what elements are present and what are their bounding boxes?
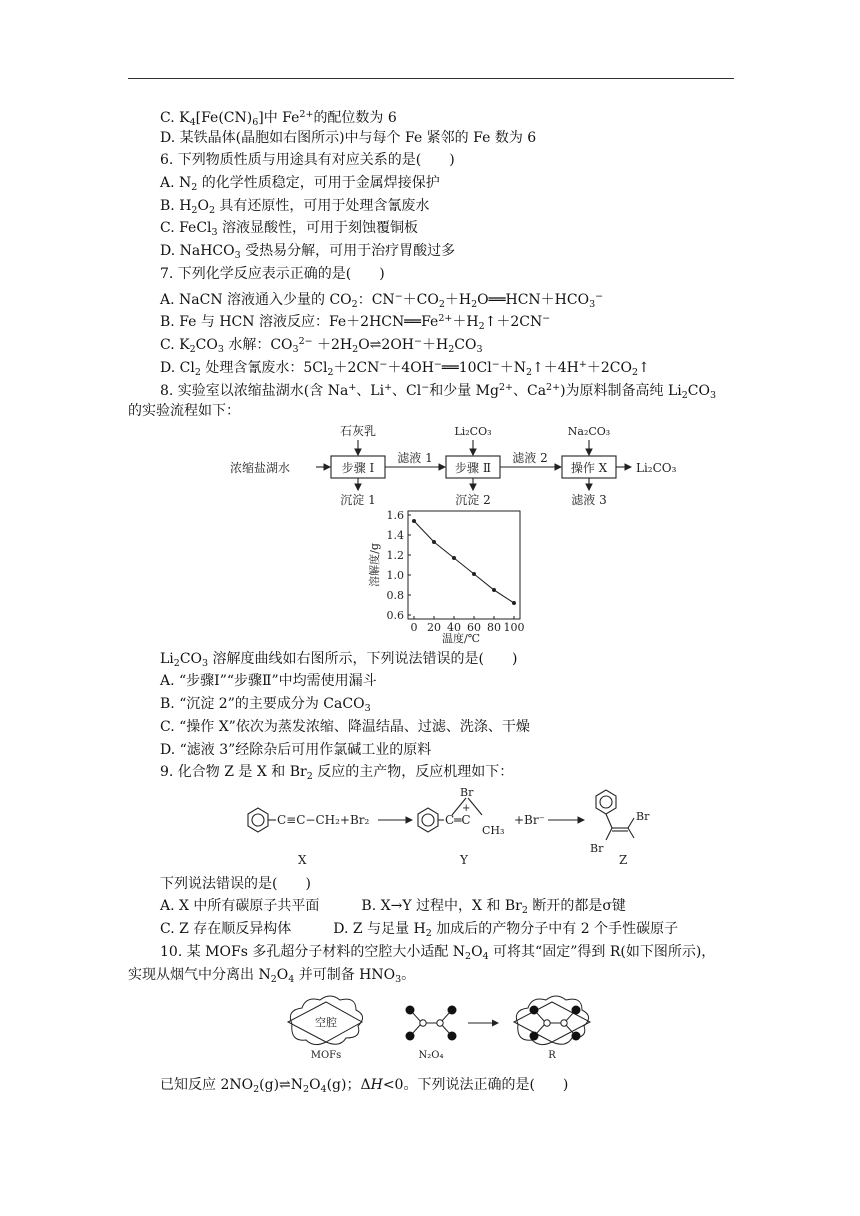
data-point (472, 572, 476, 576)
option-5d: D. 某铁晶体(晶胞如右图所示)中与每个 Fe 紧邻的 Fe 数为 6 (160, 130, 537, 146)
option-7c: C. $K_2CO_3$ 水解：$CO_3^{2-}$ $+2H_2O\rightleftharpoons 2OH^-+H_2CO_3$ (160, 336, 483, 355)
y-bromine: Br (460, 786, 474, 799)
mof-diagram (280, 990, 620, 1062)
x-structure: C≡C−CH₂+Br₂ (277, 813, 370, 827)
n-atom (561, 1020, 567, 1026)
o-atom (448, 1006, 457, 1015)
header-rule (128, 78, 734, 79)
o-atom (530, 1006, 539, 1015)
y-tick-label: 1.2 (386, 549, 404, 562)
x-tick-label: 60 (467, 621, 481, 634)
flow-ppt1: 沉淀 1 (340, 493, 376, 507)
y-plus-charge: + (462, 803, 471, 814)
flow-step1: 步骤 Ⅰ (341, 461, 375, 475)
o-atom (448, 1032, 457, 1041)
question-6: 6. 下列物质性质与用途具有对应关系的是( ) (160, 152, 455, 168)
flow-filtrate3: 滤液 3 (571, 493, 607, 507)
z-bromine-1: Br (636, 810, 650, 823)
data-point (492, 588, 496, 592)
y-ring-bond: C═C (445, 813, 471, 827)
option-8d: D. “滤液 3”经除杂后可用作氯碱工业的原料 (160, 742, 432, 758)
question-9-stem: 下列说法错误的是( ) (160, 876, 311, 892)
question-8: 8. 实验室以浓缩盐湖水(含 Na+、Li+、Cl−和少量 $Mg^{2+}$、$Ca^{2+}$)为原料制备高纯 $Li_2CO_3$ (160, 382, 717, 401)
x-tick-label: 100 (503, 621, 525, 634)
question-7: 7. 下列化学反应表示正确的是( ) (160, 266, 385, 282)
flow-start: 浓缩盐湖水 (230, 461, 291, 475)
z-benzene-ring (596, 790, 616, 814)
label-z: Z (619, 853, 628, 867)
option-7a: A. NaCN 溶液通入少量的 $CO_2$：$CN^-+CO_2+H_2O══HCN+HCO_3^-$ (160, 291, 604, 310)
question-10-cont: 实现从烟气中分离出 $N_2O_4$ 并可制备 $HNO_3$。 (128, 967, 416, 985)
question-8-cont: 的实验流程如下： (128, 403, 240, 419)
flow-reagent3: Na₂CO₃ (567, 425, 611, 438)
option-7d: D. $Cl_2$ 处理含氰废水：$5Cl_2+2CN^-+4OH^-══10Cl^-+N_2↑+4H^++2CO_2↑$ (160, 359, 650, 378)
n-atom (544, 1020, 550, 1026)
bromide-ion: +Br⁻ (514, 813, 545, 827)
question-8-stem: $Li_2CO_3$ 溶解度曲线如右图所示，下列说法错误的是( ) (160, 651, 518, 669)
option-6b: B. $H_2O_2$ 具有还原性，可用于处理含氰废水 (160, 198, 430, 216)
n-atom (420, 1020, 426, 1026)
data-point (432, 540, 436, 544)
flow-product: Li₂CO₃ (636, 461, 677, 475)
option-8c: C. “操作 X”依次为蒸发浓缩、降温结晶、过滤、洗涤、干燥 (160, 719, 530, 735)
y-tick-label: 0.6 (386, 609, 404, 622)
data-point (512, 601, 516, 605)
o-atom (572, 1006, 581, 1015)
option-6d: D. NaHCO$_3$ 受热易分解，可用于治疗胃酸过多 (160, 243, 456, 261)
option-8a: A. “步骤Ⅰ”“步骤Ⅱ”中均需使用漏斗 (160, 673, 377, 689)
z-bromine-2: Br (590, 842, 604, 855)
label-r: R (548, 1050, 556, 1061)
option-7b: B. Fe 与 HCN 溶液反应：$Fe+2HCN══Fe^{2+}+H_2↑+2CN^-$ (160, 313, 551, 332)
n-atom (437, 1020, 443, 1026)
label-x: X (298, 853, 307, 867)
flow-reagent2: Li₂CO₃ (454, 425, 492, 438)
flow-filtrate2: 滤液 2 (512, 451, 548, 465)
o-atom (572, 1032, 581, 1041)
flow-ppt2: 沉淀 2 (455, 493, 491, 507)
x-tick-label: 20 (427, 621, 441, 634)
mechanism-diagram (230, 784, 670, 870)
x-tick-label: 40 (447, 621, 461, 634)
plot-frame (408, 511, 520, 619)
label-mofs: MOFs (310, 1050, 342, 1061)
option-8b: B. “沉淀 2”的主要成分为 CaCO$_3$ (160, 696, 371, 714)
option-6c: C. FeCl$_3$ 溶液显酸性，可用于刻蚀覆铜板 (160, 220, 419, 238)
question-9: 9. 化合物 Z 是 X 和 $Br_2$ 反应的主产物，反应机理如下： (160, 764, 514, 782)
o-atom (406, 1032, 415, 1041)
y-methyl: CH₃ (482, 824, 505, 837)
data-point (452, 556, 456, 560)
x-tick-label: 0 (410, 621, 418, 634)
question-10: 10. 某 MOFs 多孔超分子材料的空腔大小适配 $N_2O_4$ 可将其“固定”得到 R(如下图所示)， (160, 944, 716, 962)
label-n2o4: N₂O₄ (418, 1050, 444, 1061)
option-6a: A. $N_2$ 的化学性质稳定，可用于金属焊接保护 (160, 175, 440, 193)
solubility-chart (360, 505, 526, 645)
x-benzene-ring (248, 808, 268, 832)
y-axis-label: 溶解度/g (368, 543, 381, 587)
y-tick-label: 0.8 (386, 589, 404, 602)
y-benzene-ring (418, 808, 438, 832)
o-atom (406, 1006, 415, 1015)
label-y: Y (460, 853, 468, 867)
flow-reagent1: 石灰乳 (339, 424, 377, 438)
option-9ab: A. X 中所有碳原子共平面 B. X→Y 过程中，X 和 $Br_2$ 断开的都是σ键 (160, 898, 626, 916)
flow-step2: 步骤 Ⅱ (455, 461, 491, 475)
flow-opx: 操作 X (570, 461, 608, 475)
flow-filtrate1: 滤液 1 (397, 451, 433, 465)
y-tick-label: 1.0 (386, 569, 404, 582)
flow-diagram (228, 420, 694, 508)
data-point (412, 519, 416, 523)
o-atom (530, 1032, 539, 1041)
question-10-stem: 已知反应 $2NO_2(g)\rightleftharpoons N_2O_4(g)$；ΔH<0。下列说法正确的是( ) (160, 1077, 569, 1095)
option-9cd: C. Z 存在顺反异构体 D. Z 与足量 $H_2$ 加成后的产物分子中有 2 个手性碳原子 (160, 921, 679, 939)
option-5c: C. $K_4[Fe(CN)_6]$中 $Fe^{2+}$的配位数为 6 (160, 109, 397, 128)
x-axis-label: 温度/℃ (441, 632, 481, 645)
series-line (414, 521, 514, 603)
cavity-label: 空腔 (315, 1016, 337, 1029)
x-tick-label: 80 (487, 621, 501, 634)
y-tick-label: 1.6 (386, 509, 404, 522)
y-tick-label: 1.4 (386, 529, 404, 542)
